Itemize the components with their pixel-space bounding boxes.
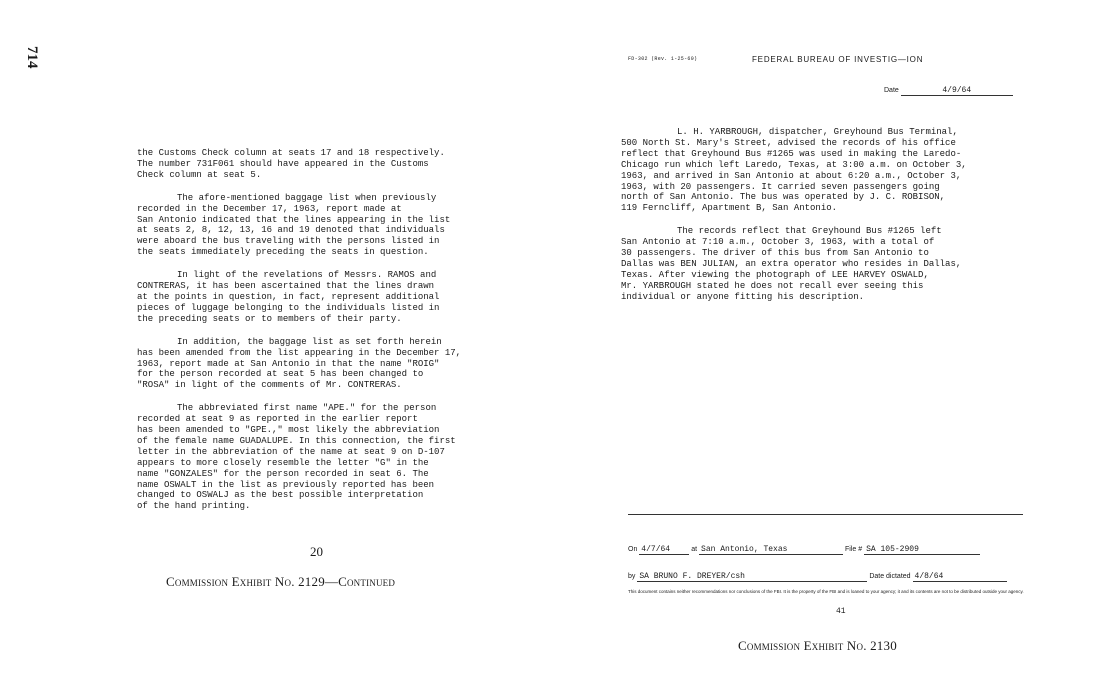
dictated-value: 4/8/64: [913, 572, 1007, 582]
paragraph: The abbreviated first name "APE." for the person recorded at seat 9 as reported in the earlier report has been amended to "GPE.," most likely the abbreviation of the female name GUADALUPE. In this connection, the first letter in the abbreviation of the name at seat 9 on D-107 appears to more closely resemble the letter "G" in the name "GONZALES" for the person recorded in seat 6. The name OSWALT in the list as previously reported has been changed to OSWALJ as the best possible interpretation of the hand printing.: [137, 403, 456, 512]
date-value: 4/9/64: [901, 86, 1013, 96]
form-id: FD-302 (Rev. 1-25-60): [628, 56, 698, 62]
at-value: San Antonio, Texas: [699, 545, 843, 555]
form-row-by: [628, 572, 1007, 582]
fine-print: This document contains neither recommendations nor conclusions of the FBI. It is the property of the FBI and is loaned to your agency; it and its contents are not to be distributed outside your agency.: [628, 589, 1024, 594]
right-page-body: [621, 127, 1011, 315]
date-label: Date: [884, 87, 899, 94]
side-page-number: 714: [24, 46, 40, 69]
by-label: by: [628, 573, 636, 580]
date-line: [884, 86, 1013, 96]
divider: [628, 514, 1023, 515]
on-label: On: [628, 546, 638, 553]
dictated-label: Date dictated: [869, 573, 911, 580]
at-label: at: [691, 546, 698, 553]
paragraph: L. H. YARBROUGH, dispatcher, Greyhound Bus Terminal, 500 North St. Mary's Street, advised the records of his office reflect that Greyhound Bus #1265 was used in making the Laredo- Chicago run which left Laredo, Texas, at 3:00 a.m. on October 3, 1963, and arrived in San Antonio at about 6:20 a.m., October 3, 1963, with 20 passengers. It carried seven passengers going north of San Antonio. The bus was operated by J. C. ROBISON, 119 Ferncliff, Apartment B, San Antonio.: [621, 127, 967, 214]
right-exhibit-caption: Commission Exhibit No. 2130: [738, 638, 897, 653]
paragraph: The records reflect that Greyhound Bus #1265 left San Antonio at 7:10 a.m., October 3, 1963, with a total of 30 passengers. The driver of this bus from San Antonio to Dallas was BEN JULIAN, an extra operator who resides in Dallas, Texas. After viewing the photograph of LEE HARVEY OSWALD, Mr. YARBROUGH stated he does not recall ever seeing this individual or anyone fitting his description.: [621, 226, 962, 302]
left-page-number: 20: [310, 544, 323, 559]
file-value: SA 105-2909: [864, 545, 980, 555]
left-exhibit-caption: Commission Exhibit No. 2129—Continued: [166, 574, 396, 589]
paragraph: In addition, the baggage list as set forth herein has been amended from the list appearing in the December 17, 1963, report made at San Antonio in that the name "ROIG" for the person recorded at seat 5 has been changed to "ROSA" in light of the comments of Mr. CONTRERAS.: [137, 336, 462, 391]
paragraph: the Customs Check column at seats 17 and 18 respectively. The number 731F061 should have appeared in the Customs Check column at seat 5.: [137, 148, 445, 180]
agency-header: FEDERAL BUREAU OF INVESTIG—ION: [752, 55, 924, 64]
form-row-on: [628, 545, 980, 555]
paragraph: The afore-mentioned baggage list when previously recorded in the December 17, 1963, report made at San Antonio indicated that the lines appearing in the list at seats 2, 8, 12, 13, 16 and 19 denoted that individuals were aboard the bus traveling with the persons listed in the seats immediately preceding the seats in question.: [137, 192, 451, 258]
left-page-body: [137, 148, 482, 524]
right-page-number: 41: [836, 607, 846, 616]
on-value: 4/7/64: [639, 545, 689, 555]
file-label: File #: [845, 546, 863, 553]
by-value: SA BRUNO F. DREYER/csh: [637, 572, 867, 582]
paragraph: In light of the revelations of Messrs. RAMOS and CONTRERAS, it has been ascertained that the lines drawn at the points in question, in fact, represent additional pieces of luggage belonging to the individuals listed in the preceding seats or to members of their party.: [137, 270, 440, 324]
